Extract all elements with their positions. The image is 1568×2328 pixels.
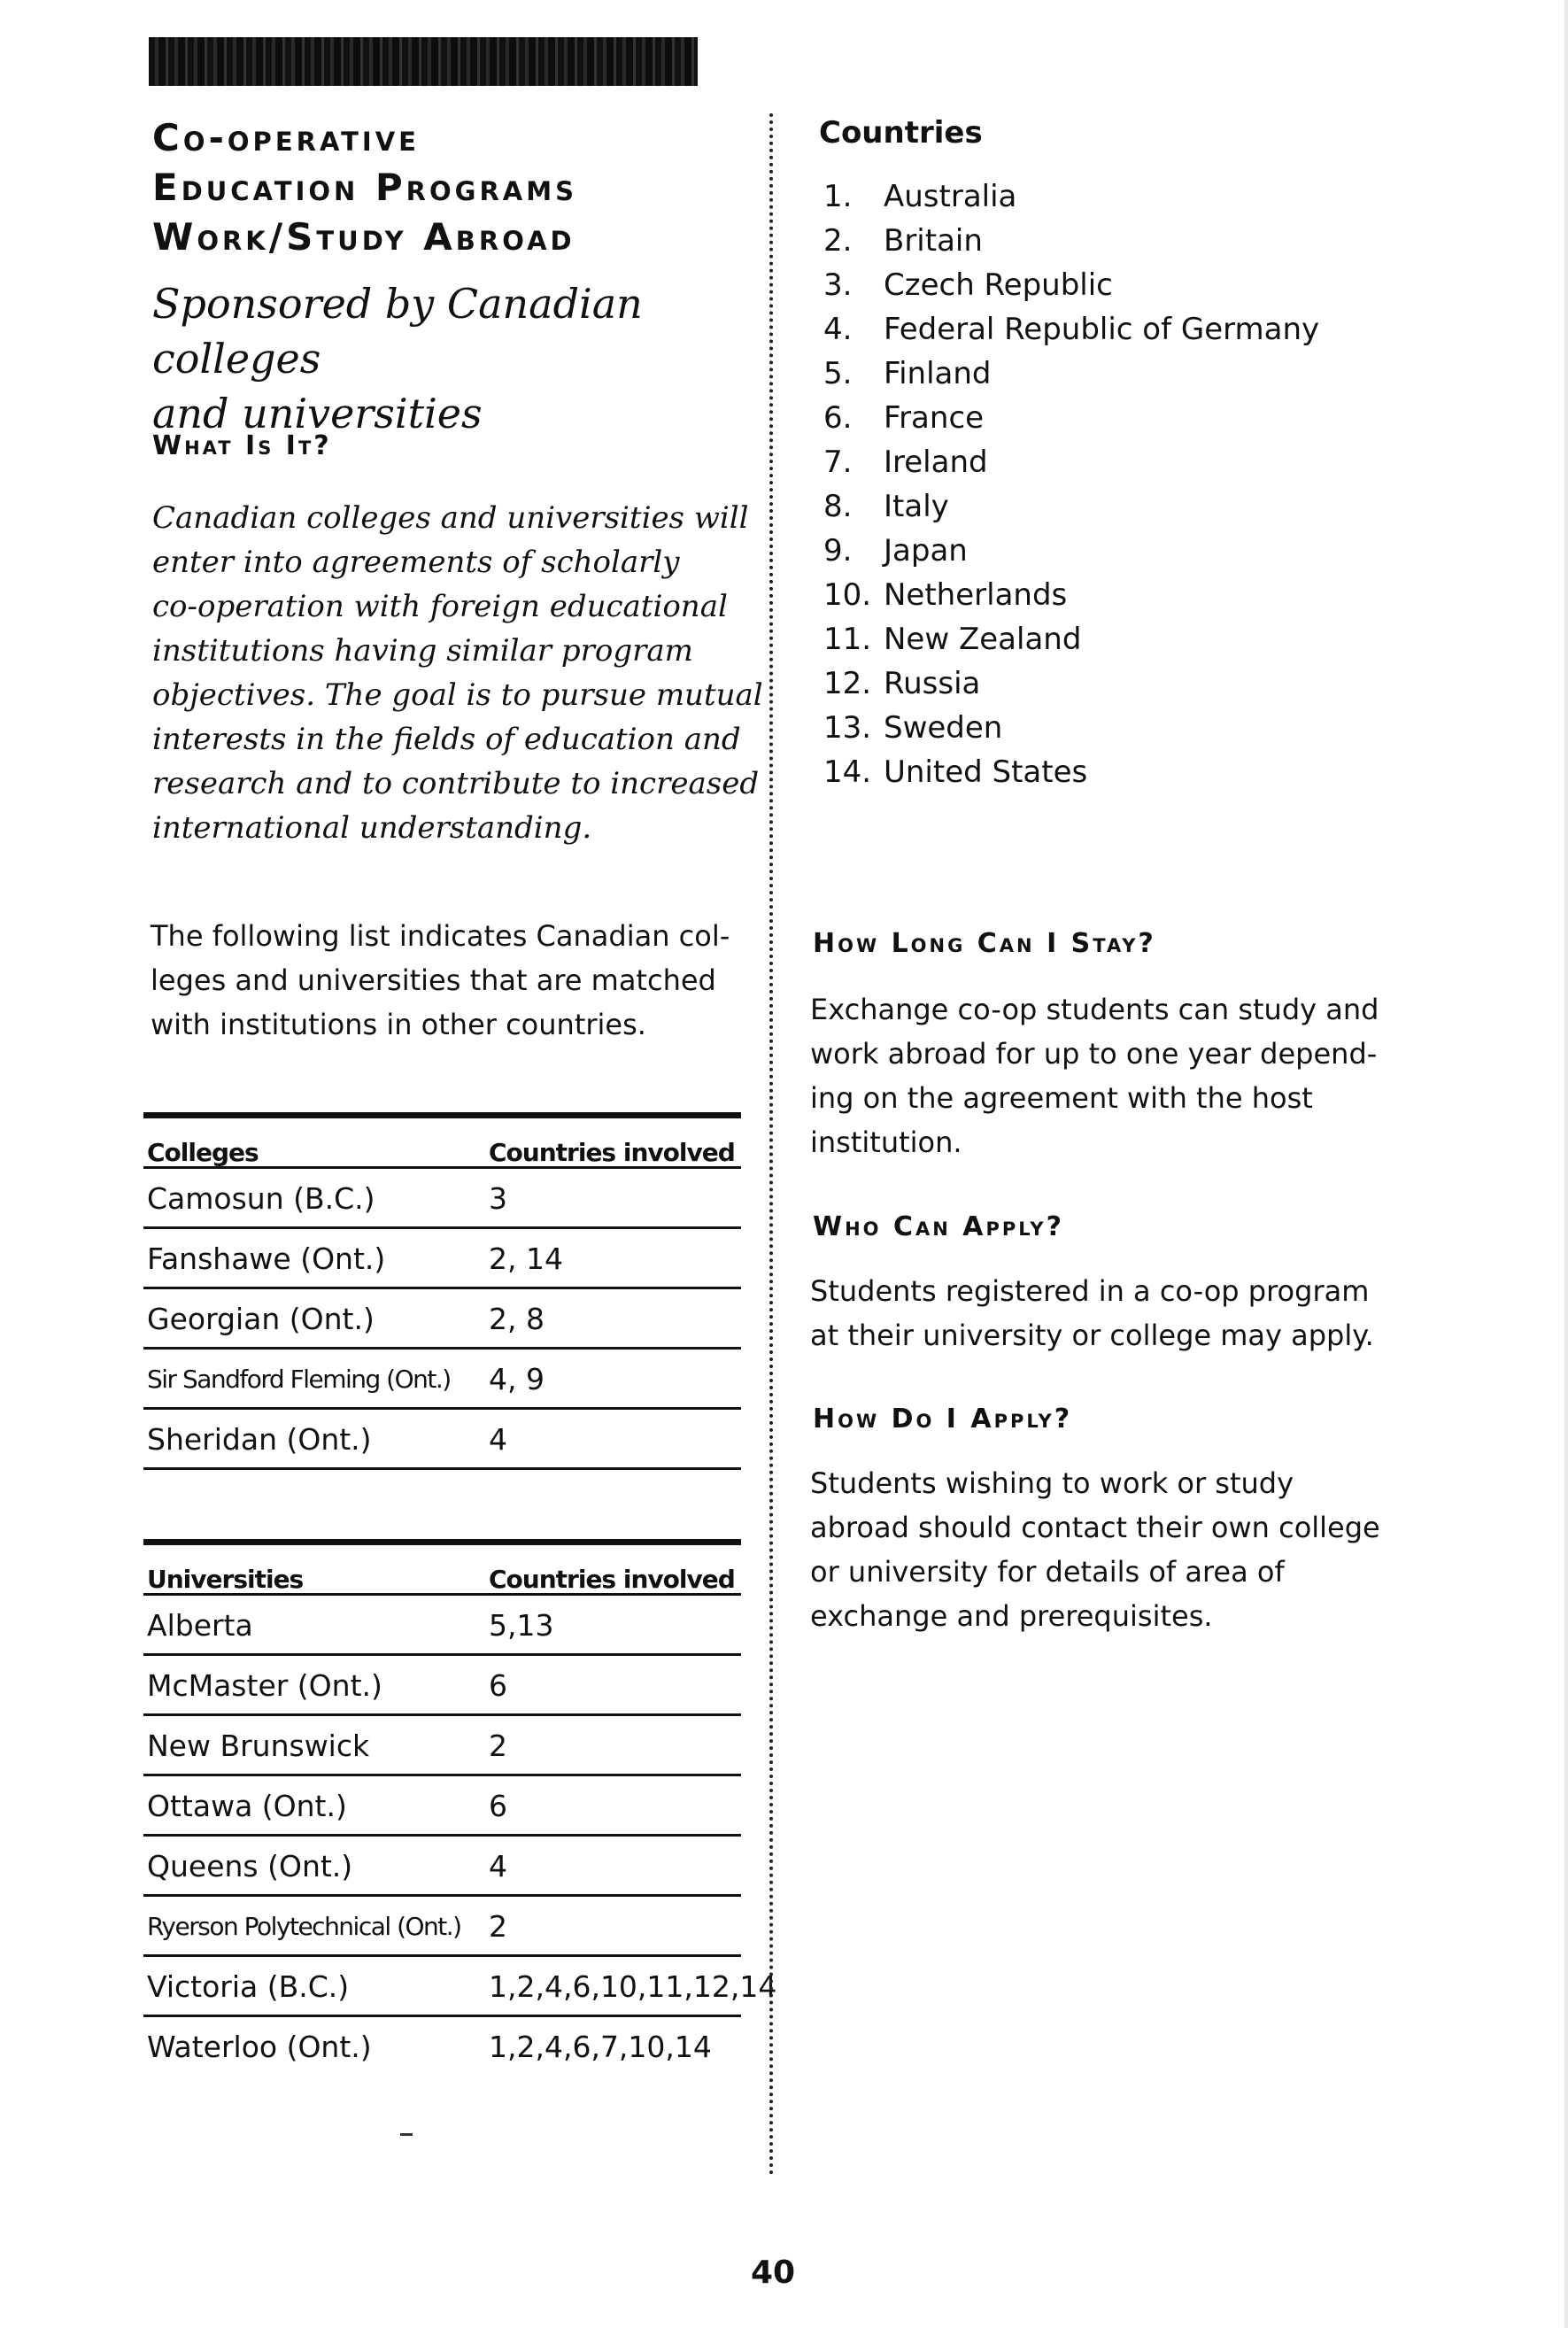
university-name: New Brunswick xyxy=(147,1729,370,1763)
table-row xyxy=(143,1716,741,1776)
how-apply-heading: How Do I Apply? xyxy=(813,1404,1073,1435)
table-row xyxy=(143,1410,741,1470)
table-row xyxy=(143,1656,741,1716)
text-line: institutions having similar program xyxy=(152,633,693,669)
title-line: Work/Study Abroad xyxy=(152,215,575,259)
table-row xyxy=(143,1229,741,1289)
countries-involved: 2, 8 xyxy=(489,1302,545,1336)
column-header: Countries involved xyxy=(489,1138,735,1167)
table-header xyxy=(143,1539,741,1596)
text-line: with institutions in other countries. xyxy=(151,1008,646,1041)
text-line: abroad should contact their own college xyxy=(810,1511,1380,1544)
text-line: enter into agreements of scholarly xyxy=(152,545,680,580)
item-number: 3. xyxy=(823,267,853,303)
university-name: Waterloo (Ont.) xyxy=(147,2030,372,2064)
how-long-heading: How Long Can I Stay? xyxy=(813,928,1156,959)
countries-involved: 3 xyxy=(489,1181,507,1216)
university-name: Ryerson Polytechnical (Ont.) xyxy=(147,1912,461,1941)
text-line: institution. xyxy=(810,1125,962,1159)
table-row xyxy=(143,1897,741,1957)
item-number: 9. xyxy=(823,533,853,568)
table-row xyxy=(143,1350,741,1410)
table-row xyxy=(143,2017,741,2077)
who-can-apply-text xyxy=(810,1269,1374,1357)
page-title xyxy=(152,113,719,262)
countries-involved: 1,2,4,6,10,11,12,14 xyxy=(489,1969,777,2004)
text-line: objectives. The goal is to pursue mutual xyxy=(152,677,763,713)
countries-involved: 4 xyxy=(489,1849,507,1883)
country-name: Czech Republic xyxy=(884,267,1113,303)
column-divider xyxy=(769,113,773,2177)
table-row xyxy=(143,1289,741,1350)
sponsor-subtitle xyxy=(152,276,754,441)
table-header xyxy=(143,1112,741,1169)
university-name: Queens (Ont.) xyxy=(147,1849,353,1883)
title-line: Education Programs xyxy=(152,166,577,209)
item-number: 8. xyxy=(823,489,853,524)
how-long-text xyxy=(810,987,1379,1164)
countries-involved: 4, 9 xyxy=(489,1362,545,1396)
text-line: or university for details of area of xyxy=(810,1555,1285,1589)
countries-involved: 5,13 xyxy=(489,1608,554,1643)
countries-involved: 1,2,4,6,7,10,14 xyxy=(489,2030,712,2064)
countries-involved: 2 xyxy=(489,1909,507,1944)
country-name: Ireland xyxy=(884,445,988,480)
university-name: Victoria (B.C.) xyxy=(147,1969,350,2004)
college-name: Fanshawe (Ont.) xyxy=(147,1241,386,1276)
text-line: Students registered in a co-op program xyxy=(810,1274,1370,1308)
college-name: Georgian (Ont.) xyxy=(147,1302,375,1336)
item-number: 13. xyxy=(823,710,872,746)
table-row xyxy=(143,1957,777,2017)
universities-table xyxy=(143,1539,777,2077)
column-header: Universities xyxy=(147,1565,304,1594)
countries-involved: 4 xyxy=(489,1422,507,1457)
text-line: international understanding. xyxy=(152,810,592,846)
university-name: McMaster (Ont.) xyxy=(147,1668,382,1703)
text-line: work abroad for up to one year depend- xyxy=(810,1037,1378,1071)
countries-involved: 6 xyxy=(489,1789,507,1823)
college-name: Sheridan (Ont.) xyxy=(147,1422,372,1457)
item-number: 12. xyxy=(823,666,872,701)
table-row xyxy=(143,1837,741,1897)
item-number: 1. xyxy=(823,179,853,214)
text-line: exchange and prerequisites. xyxy=(810,1599,1213,1633)
countries-heading: Countries xyxy=(819,115,983,151)
text-line: at their university or college may apply. xyxy=(810,1319,1374,1352)
header-bar xyxy=(149,37,698,86)
countries-involved: 6 xyxy=(489,1668,507,1703)
country-name: Russia xyxy=(884,666,981,701)
college-name: Camosun (B.C.) xyxy=(147,1181,375,1216)
colleges-table xyxy=(143,1112,741,1470)
country-name: United States xyxy=(884,754,1088,790)
what-is-it-heading: What Is It? xyxy=(152,430,332,461)
who-can-apply-heading: Who Can Apply? xyxy=(813,1211,1064,1242)
countries-involved: 2 xyxy=(489,1729,507,1763)
country-name: Japan xyxy=(884,533,968,568)
what-is-it-text xyxy=(152,496,763,850)
college-name: Sir Sandford Fleming (Ont.) xyxy=(147,1365,451,1394)
country-name: Netherlands xyxy=(884,577,1068,613)
item-number: 7. xyxy=(823,445,853,480)
university-name: Alberta xyxy=(147,1608,253,1643)
item-number: 11. xyxy=(823,622,872,657)
text-line: ing on the agreement with the host xyxy=(810,1081,1313,1115)
page-edge xyxy=(1564,0,1568,2328)
country-name: Finland xyxy=(884,356,992,391)
item-number: 4. xyxy=(823,312,853,347)
text-line: Exchange co-op students can study and xyxy=(810,993,1379,1026)
sponsor-line: Sponsored by Canadian colleges xyxy=(152,280,643,383)
table-row xyxy=(143,1776,741,1837)
countries-involved: 2, 14 xyxy=(489,1241,563,1276)
text-line: Students wishing to work or study xyxy=(810,1466,1294,1500)
country-name: France xyxy=(884,400,985,436)
text-line: Canadian colleges and universities will xyxy=(152,500,749,536)
item-number: 5. xyxy=(823,356,853,391)
column-header: Colleges xyxy=(147,1138,259,1167)
item-number: 14. xyxy=(823,754,872,790)
sponsor-line: and universities xyxy=(152,390,483,437)
title-line: Co-operative xyxy=(152,116,420,159)
column-header: Countries involved xyxy=(489,1565,735,1594)
country-name: Britain xyxy=(884,223,983,259)
text-line: interests in the fields of education and xyxy=(152,722,741,757)
country-name: Sweden xyxy=(884,710,1003,746)
stray-dash xyxy=(400,2133,413,2136)
page-number: 40 xyxy=(751,2255,796,2291)
item-number: 2. xyxy=(823,223,853,259)
text-line: co-operation with foreign educational xyxy=(152,589,728,624)
text-line: leges and universities that are matched xyxy=(151,963,716,997)
country-name: Australia xyxy=(884,179,1017,214)
table-row xyxy=(143,1169,741,1229)
following-paragraph xyxy=(151,914,730,1047)
country-name: New Zealand xyxy=(884,622,1082,657)
university-name: Ottawa (Ont.) xyxy=(147,1789,347,1823)
text-line: The following list indicates Canadian col- xyxy=(151,919,730,953)
item-number: 10. xyxy=(823,577,872,613)
how-apply-text xyxy=(810,1461,1380,1638)
country-name: Italy xyxy=(884,489,949,524)
item-number: 6. xyxy=(823,400,853,436)
table-row xyxy=(143,1596,741,1656)
text-line: research and to contribute to increased xyxy=(152,766,760,801)
country-name: Federal Republic of Germany xyxy=(884,312,1320,347)
